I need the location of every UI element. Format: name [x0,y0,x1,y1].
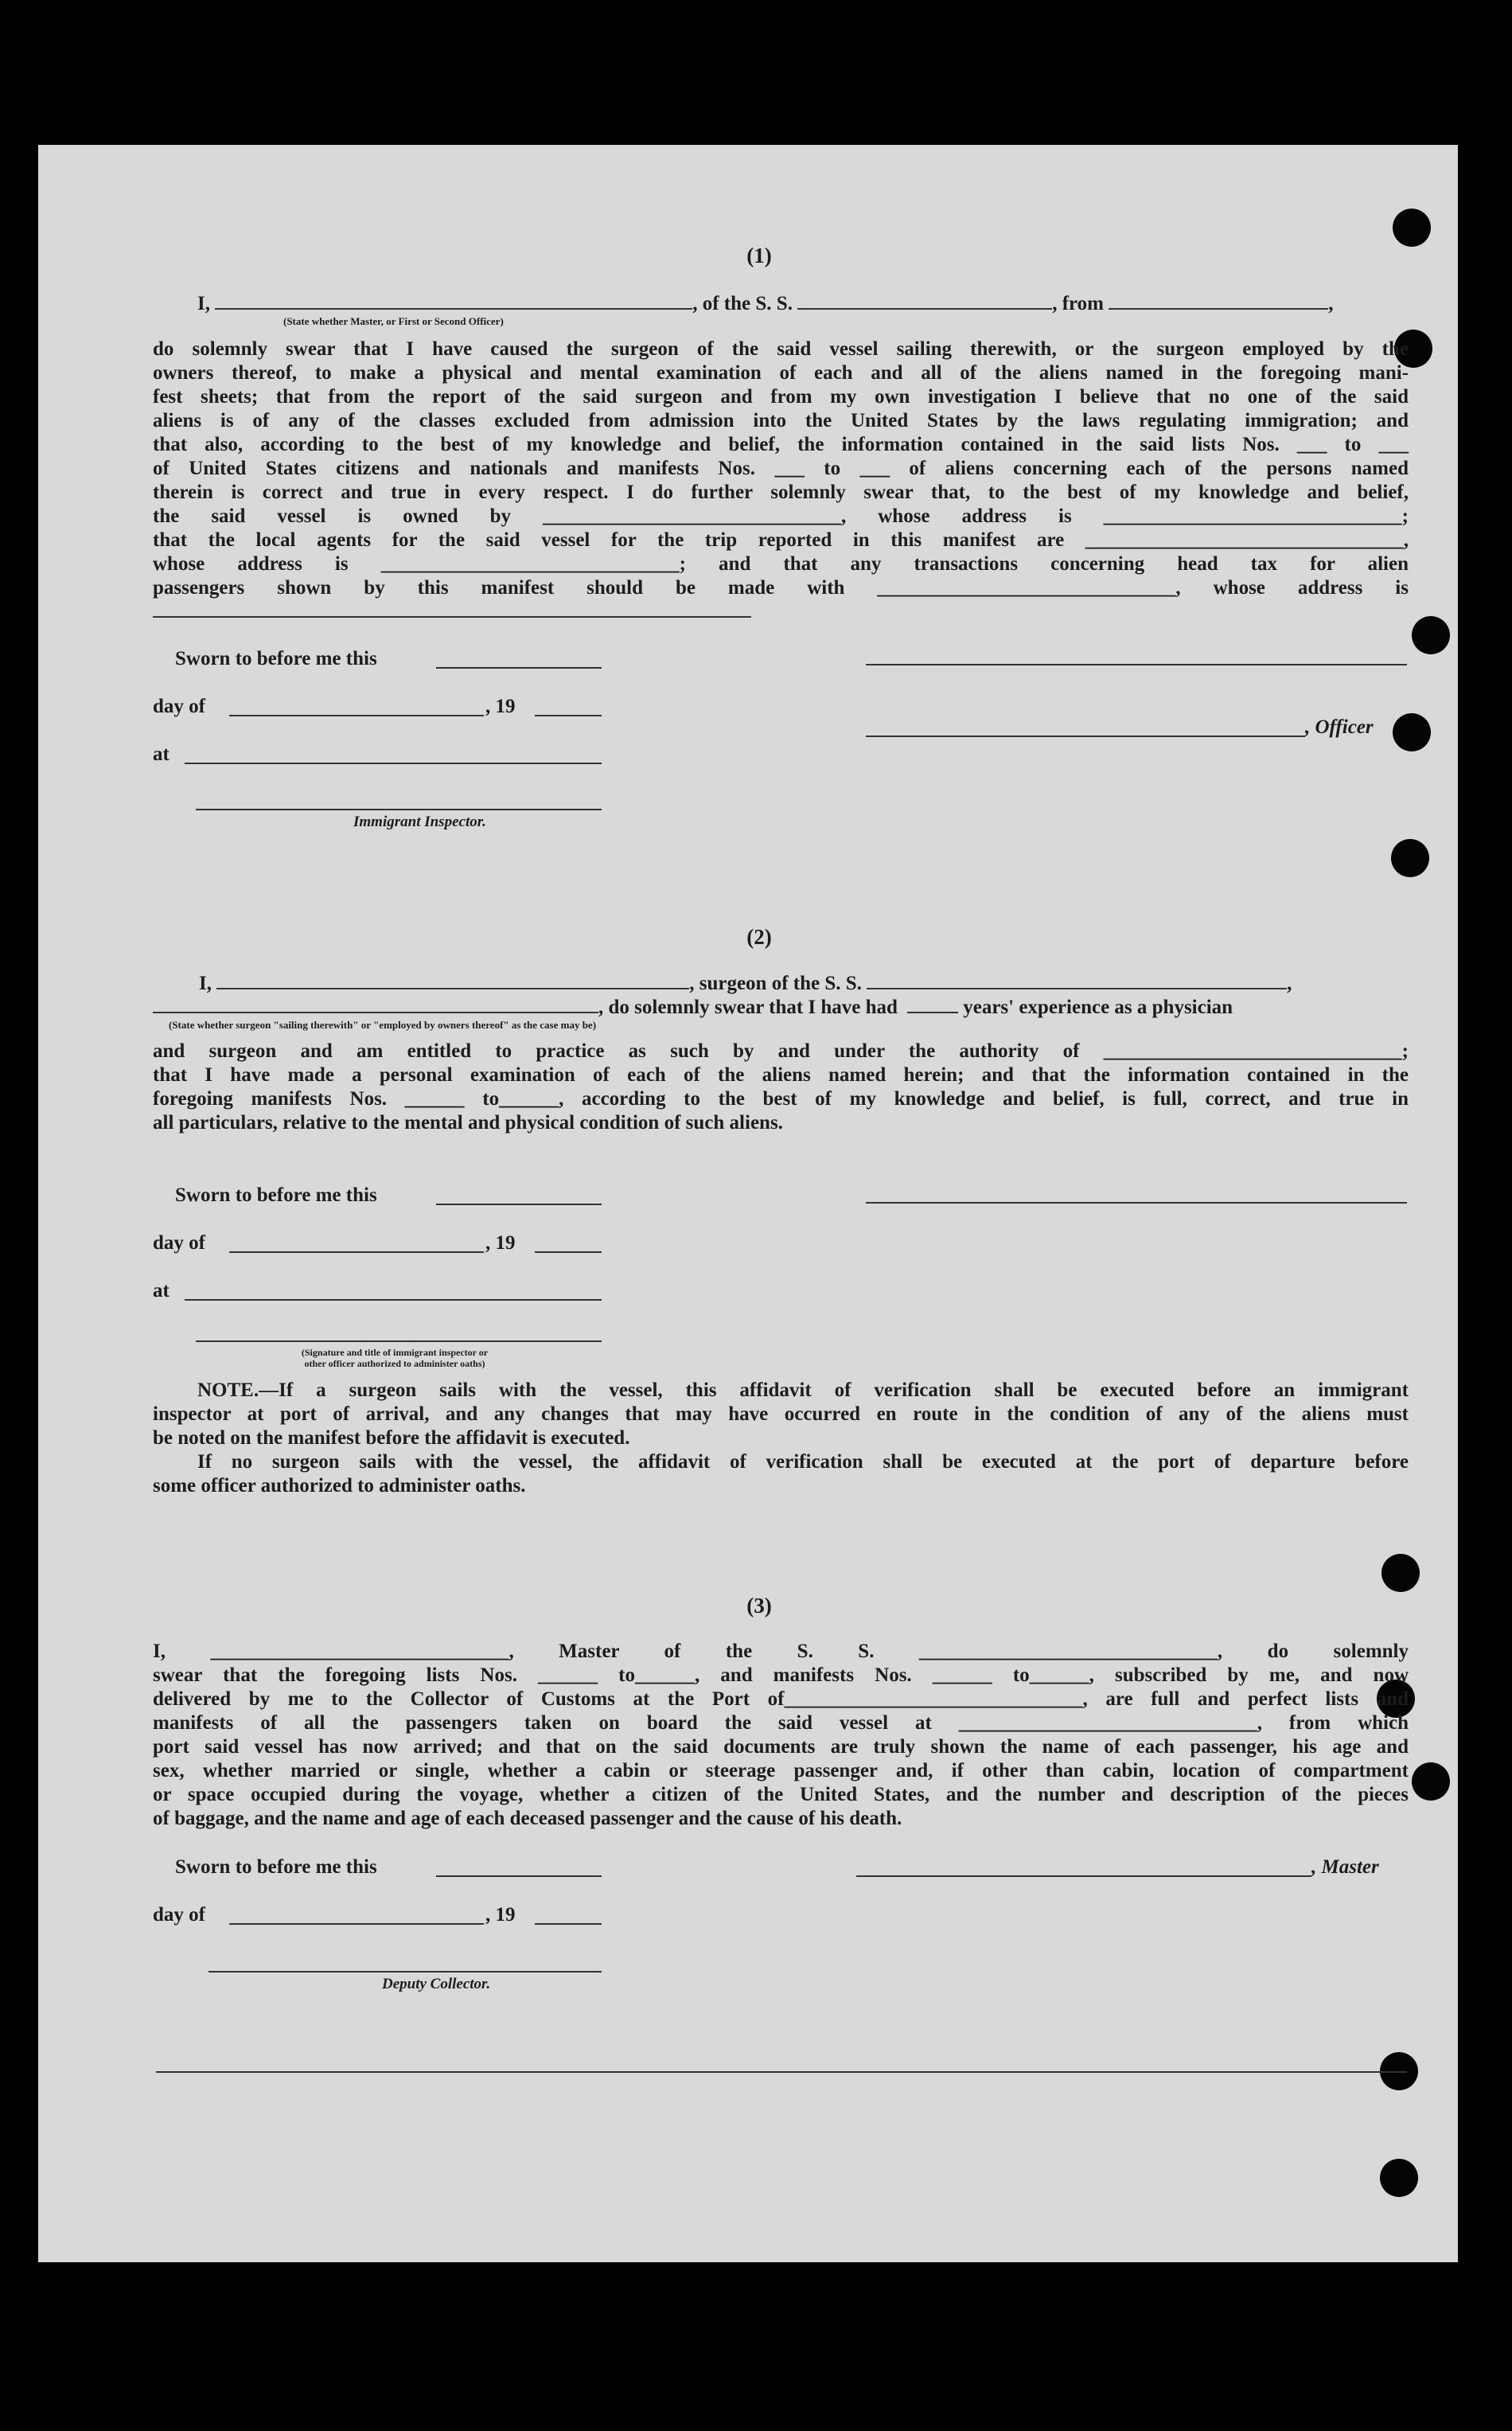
punch-hole [1380,2159,1418,2197]
section-1-number: (1) [746,244,772,267]
sworn-blank [436,1204,602,1205]
sworn-label: Sworn to before me this [175,1856,377,1878]
surgeon-signature-line [866,1202,1407,1204]
section-2-number: (2) [746,925,772,949]
year-label: , 19 [485,1232,516,1254]
inspector-signature-line [196,809,602,810]
surgeon-line-2: , do solemnly swear that I have had years' experience as a physician [153,997,1233,1019]
immigrant-inspector-label: Immigrant Inspector. [353,814,486,830]
officer-name-line [866,736,1305,737]
at-blank [185,763,602,764]
officer-line: I, , of the S. S. , from , [197,293,1334,314]
punch-hole [1381,1554,1420,1592]
year-blank [535,1251,602,1253]
officer-signature-line [866,664,1407,665]
officer-note: (State whether Master, or First or Second Officer) [283,315,504,327]
sworn-label: Sworn to before me this [175,1184,377,1206]
year-blank [535,715,602,716]
day-blank [229,715,484,716]
signature-note: (Signature and title of immigrant inspector or other officer authorized to administer oaths) [301,1347,489,1369]
year-label: , 19 [485,1904,516,1926]
deputy-collector-label: Deputy Collector. [382,1976,491,1992]
sworn-blank [436,667,602,669]
punch-hole [1391,839,1429,877]
section-1-body: do solemnly swear that I have caused the surgeon of the said vessel sailing therewith, or the surgeon employed by the owners thereof, to make a physical and mental examination of each and all of the aliens named in the foregoing mani- fest sheets; that from the report of the said surgeon and from my own investigation I believe that no one of the said aliens is of any of the classes excluded from admission into the United States by the laws regulating immigration; and that also, according to the best of my knowledge and belief, the information contained in the said lists Nos. ___ to ___ of United States citizens and nationals and manifests Nos. ___ to ___ of aliens concerning each of the persons named therein is correct and true in every respect. I do further solemnly swear that, to the best of my knowledge and belief, the said vessel is owned by ______________________________, whose address is ______________________________; that the local agents for the said vessel for the trip reported in this manifest are ________________________________, whose address is ______________________________; and that any transactions concerning head tax for alien passengers shown by this manifest should be made with ______________________________, whose address is [153,338,1409,599]
officer-label: , Officer [1305,716,1374,738]
surgeon-note: (State whether surgeon "sailing therewith" or "employed by owners thereof" as the case may be) [169,1019,597,1031]
day-blank [229,1923,484,1925]
punch-hole [1412,616,1450,654]
day-blank [229,1251,484,1253]
document-sheet [38,145,1458,2262]
day-of-label: day of [153,1232,205,1254]
bottom-rule [156,2071,1407,2073]
section-3-number: (3) [746,1594,772,1617]
surgeon-note-paragraph: NOTE.—If a surgeon sails with the vessel, this affidavit of verification shall be executed before an immigrant inspector at port of arrival, and any changes that may have occurred en route in the condition of any of the aliens must be noted on the manifest before the affidavit is executed. If no surgeon sails with the vessel, the affidavit of verification shall be executed at the port of departure before some officer authorized to administer oaths. [153,1379,1409,1496]
year-blank [535,1923,602,1925]
collector-signature-line [208,1971,602,1973]
day-of-label: day of [153,696,205,717]
inspector-signature-line [196,1340,602,1342]
at-label: at [153,1280,170,1301]
at-label: at [153,743,170,765]
section-3-body: I, ______________________________, Master of the S. S. ______________________________, do solemnly swear that the foregoing lists Nos. ______ to______, and manifests Nos. ______ to______, subscribed by me, and now delivered by me to the Collector of Customs at the Port of______________________________, are full and perfect lists and manifests of all the passengers taken on board the said vessel at ______________________________, from which port said vessel has now arrived; and that on the said documents are truly shown the name of each passenger, his age and sex, whether married or single, whether a cabin or steerage passenger and, if other than cabin, location of compartment or space occupied during the voyage, whether a citizen of the United States, and the number and description of the pieces of baggage, and the name and age of each deceased passenger and the cause of his death. [153,1641,1409,1829]
punch-hole [1412,1762,1450,1801]
year-label: , 19 [485,696,516,717]
punch-hole [1393,713,1431,751]
day-of-label: day of [153,1904,205,1926]
at-blank [185,1299,602,1301]
master-label: , Master [1311,1856,1379,1878]
section-2-body: and surgeon and am entitled to practice as such by and under the authority of ______________________________; that I have made a personal examination of each of the aliens named herein; and that the information contained in the foregoing manifests Nos. ______ to______, according to the best of my knowledge and belief, is full, correct, and true in all particulars, relative to the mental and physical condition of such aliens. [153,1040,1409,1134]
punch-hole [1393,209,1431,247]
sworn-label: Sworn to before me this [175,648,377,669]
master-signature-line [856,1875,1311,1877]
surgeon-line-1: I, , surgeon of the S. S. , [199,973,1292,994]
sworn-blank [436,1875,602,1877]
address-line [153,616,751,618]
